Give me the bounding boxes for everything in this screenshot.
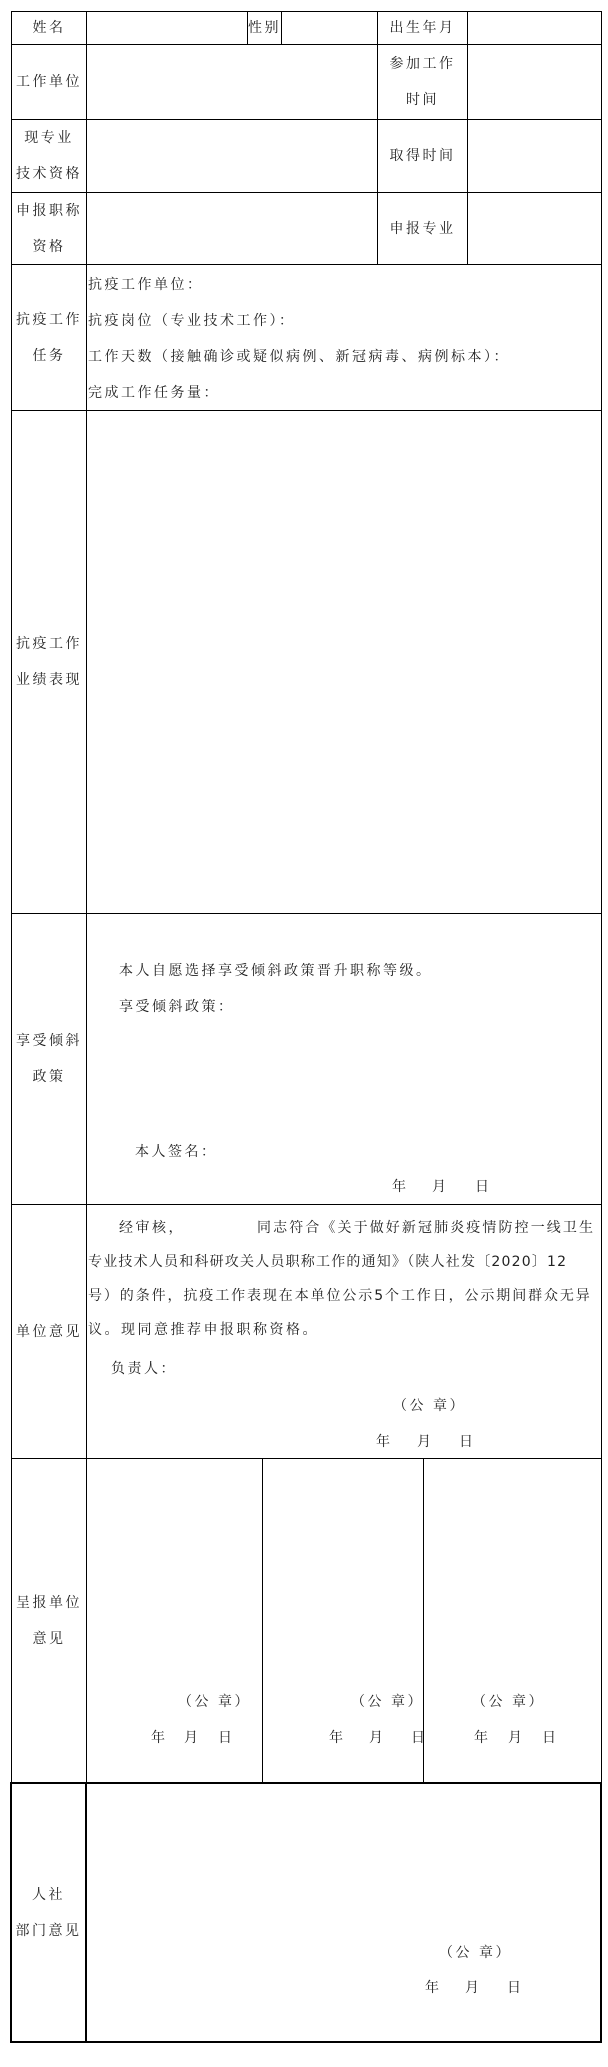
submit-unit-opinion-3[interactable] bbox=[423, 1458, 602, 1784]
unit-opinion-content-cell[interactable] bbox=[86, 1204, 602, 1459]
seal-2: （公 章） bbox=[351, 1694, 424, 1710]
birth-label-cell bbox=[377, 11, 468, 45]
hr-dept-label-line2: 部门意见 bbox=[15, 1922, 82, 1939]
policy-enjoyed-label: 享受倾斜政策： bbox=[119, 999, 235, 1015]
policy-statement: 本人自愿选择享受倾斜政策晋升职称等级。 bbox=[119, 963, 433, 979]
unit-date-day: 日 bbox=[459, 1434, 476, 1450]
join-work-input-cell[interactable] bbox=[467, 44, 602, 120]
obtain-time-label: 取得时间 bbox=[389, 148, 456, 164]
hr-date-day: 日 bbox=[507, 1980, 524, 1996]
work-unit-input-cell[interactable] bbox=[86, 44, 378, 120]
name-input-cell[interactable] bbox=[86, 11, 248, 45]
unit-opinion-line1b: 同志符合《关于做好新冠肺炎疫情防控一线卫生 bbox=[257, 1220, 596, 1236]
birth-input-cell[interactable] bbox=[467, 11, 602, 45]
apply-title-label-cell bbox=[11, 192, 87, 265]
performance-label-line1: 抗疫工作 bbox=[16, 636, 82, 652]
hr-dept-opinion-cell[interactable] bbox=[85, 1782, 602, 2043]
performance-content-cell[interactable] bbox=[86, 410, 602, 914]
date-month-1: 月 bbox=[184, 1730, 201, 1746]
current-qual-label-line2: 技术资格 bbox=[16, 166, 82, 182]
policy-label-line2: 政策 bbox=[32, 1069, 66, 1085]
submit-unit-label-line2: 意见 bbox=[32, 1631, 66, 1647]
current-qual-label-line1: 现专业 bbox=[24, 130, 74, 146]
date-month-3: 月 bbox=[508, 1730, 525, 1746]
birth-label: 出生年月 bbox=[389, 20, 456, 36]
task-line-unit: 抗疫工作单位： bbox=[88, 277, 204, 293]
gender-label-cell bbox=[247, 11, 282, 45]
date-month: 月 bbox=[432, 1179, 449, 1195]
date-year-3: 年 bbox=[474, 1730, 491, 1746]
date-day: 日 bbox=[475, 1179, 492, 1195]
unit-opinion-line4: 议。现同意推荐申报职称资格。 bbox=[88, 1322, 319, 1338]
work-unit-label-cell bbox=[11, 44, 87, 120]
apply-major-input-cell[interactable] bbox=[467, 192, 602, 265]
hr-dept-label-cell bbox=[10, 1782, 87, 2043]
policy-label-line1: 享受倾斜 bbox=[16, 1033, 82, 1049]
current-qual-input-cell[interactable] bbox=[86, 119, 378, 193]
task-label-line1: 抗疫工作 bbox=[16, 311, 82, 328]
task-label-cell bbox=[11, 264, 87, 411]
apply-major-label: 申报专业 bbox=[389, 220, 456, 237]
hr-date-year: 年 bbox=[425, 1980, 442, 1996]
date-day-1: 日 bbox=[218, 1730, 235, 1746]
submit-unit-label-cell bbox=[11, 1458, 87, 1784]
hr-seal: （公 章） bbox=[439, 1945, 512, 1961]
submit-unit-label-line1: 呈报单位 bbox=[16, 1595, 82, 1611]
task-line-post: 抗疫岗位（专业技术工作）： bbox=[88, 313, 296, 329]
apply-title-label-line2: 资格 bbox=[32, 238, 66, 255]
obtain-time-label-cell bbox=[377, 119, 468, 193]
current-qual-label-cell bbox=[11, 119, 87, 193]
gender-input-cell[interactable] bbox=[281, 11, 378, 45]
date-month-2: 月 bbox=[369, 1730, 386, 1746]
unit-opinion-line1a: 经审核， bbox=[119, 1220, 185, 1236]
responsible-label: 负责人： bbox=[111, 1361, 177, 1377]
signature-label: 本人签名： bbox=[135, 1144, 218, 1160]
date-year-1: 年 bbox=[151, 1730, 168, 1746]
task-line-amount: 完成工作任务量： bbox=[88, 385, 220, 401]
name-label-cell bbox=[11, 11, 87, 45]
join-work-label-line1: 参加工作 bbox=[389, 56, 456, 72]
date-year: 年 bbox=[392, 1179, 409, 1195]
unit-opinion-line2: 专业技术人员和科研攻关人员职称工作的通知》（陕人社发〔2020〕12 bbox=[88, 1254, 568, 1270]
policy-label-cell bbox=[11, 913, 87, 1205]
unit-seal: （公 章） bbox=[393, 1398, 466, 1414]
gender-label: 性别 bbox=[248, 20, 281, 36]
seal-3: （公 章） bbox=[472, 1694, 545, 1710]
task-line-days: 工作天数（接触确诊或疑似病例、新冠病毒、病例标本）： bbox=[88, 349, 510, 365]
apply-title-label-line1: 申报职称 bbox=[16, 202, 82, 219]
hr-date-month: 月 bbox=[465, 1980, 482, 1996]
apply-title-input-cell[interactable] bbox=[86, 192, 378, 265]
date-year-2: 年 bbox=[329, 1730, 346, 1746]
name-label: 姓名 bbox=[32, 20, 66, 36]
work-unit-label: 工作单位 bbox=[16, 74, 82, 90]
task-label-line2: 任务 bbox=[32, 347, 66, 364]
unit-date-year: 年 bbox=[376, 1434, 393, 1450]
unit-opinion-label-cell bbox=[11, 1204, 87, 1459]
unit-opinion-line3: 号）的条件，抗疫工作表现在本单位公示5个工作日，公示期间群众无异 bbox=[88, 1288, 592, 1304]
submit-unit-opinion-1[interactable] bbox=[86, 1458, 263, 1784]
hr-dept-label-line1: 人社 bbox=[32, 1886, 65, 1903]
policy-content-cell[interactable] bbox=[86, 913, 602, 1205]
performance-label-cell bbox=[11, 410, 87, 914]
submit-unit-opinion-2[interactable] bbox=[262, 1458, 428, 1784]
join-work-label-line2: 时间 bbox=[406, 92, 439, 108]
date-day-2: 日 bbox=[411, 1730, 428, 1746]
join-work-label-cell bbox=[377, 44, 468, 120]
performance-label-line2: 业绩表现 bbox=[16, 672, 82, 688]
task-content-cell[interactable] bbox=[86, 264, 602, 411]
date-day-3: 日 bbox=[542, 1730, 559, 1746]
apply-major-label-cell bbox=[377, 192, 468, 265]
seal-1: （公 章） bbox=[178, 1694, 251, 1710]
unit-opinion-label: 单位意见 bbox=[16, 1323, 82, 1340]
unit-date-month: 月 bbox=[417, 1434, 434, 1450]
obtain-time-input-cell[interactable] bbox=[467, 119, 602, 193]
